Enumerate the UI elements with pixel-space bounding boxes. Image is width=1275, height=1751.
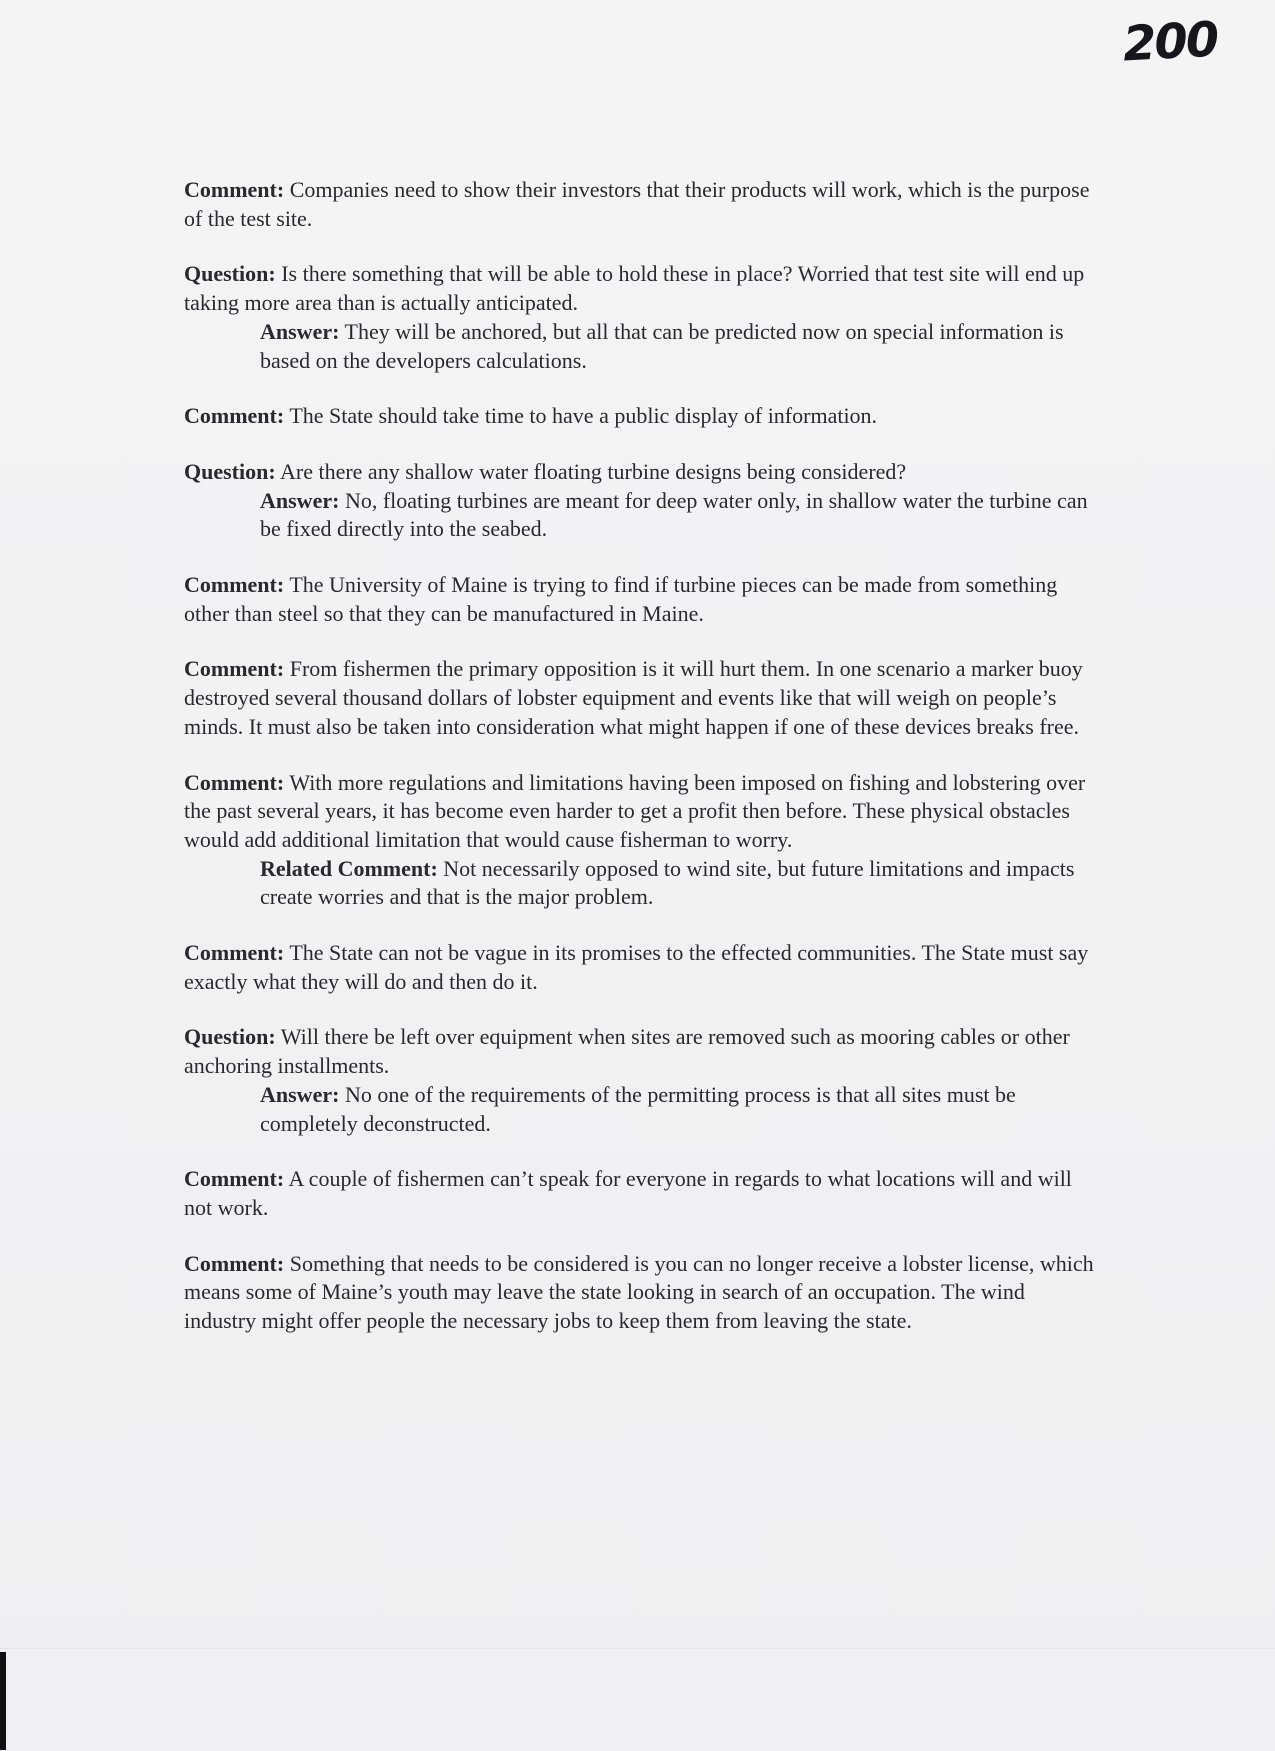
related-comment-text [260,855,1094,912]
entry-text [184,1250,1094,1336]
entry-text [184,1165,1094,1222]
entry-label: Comment: [184,769,285,795]
entry-body: The State can not be vague in its promises to the effected communities. The State must say exactly what they will do and then do it. [184,940,1089,994]
entry-body: Are there any shallow water floating turbine designs being considered? [279,458,907,484]
entry-label: Comment: [184,1166,285,1192]
entry-body: The University of Maine is trying to find if turbine pieces can be made from something other than steel so that they can be manufactured in Maine. [184,572,1058,626]
entry-label: Comment: [184,403,285,429]
entry-label: Comment: [184,940,285,966]
scan-bottom-band [0,1648,1275,1751]
meeting-notes [184,176,1094,1363]
entry-text [184,769,1094,855]
answer-body: No one of the requirements of the permitting process is that all sites must be completely deconstructed. [260,1081,1016,1136]
answer-label: Answer: [260,487,340,513]
entry-text [184,571,1094,628]
comment-entry [184,1250,1094,1336]
entry-text [184,260,1094,317]
entry-body: The State should take time to have a public display of information. [289,403,878,429]
answer-text [260,318,1094,375]
comment-entry [184,769,1094,913]
scan-edge-mark [0,1652,6,1750]
entry-text [184,1023,1094,1080]
related-comment-body: Not necessarily opposed to wind site, but future limitations and impacts create worries and that is the major problem. [260,855,1075,910]
entry-label: Question: [184,261,276,287]
handwritten-page-number: 200 [1121,11,1219,73]
entry-text [184,458,1094,487]
comment-entry [184,571,1094,628]
answer-label: Answer: [260,318,340,344]
entry-body: A couple of fishermen can’t speak for everyone in regards to what locations will and will not work. [184,1166,1072,1220]
comment-entry [184,402,1094,431]
question-entry [184,1023,1094,1138]
entry-body: Something that needs to be considered is you can no longer receive a lobster license, which means some of Maine’s youth may leave the state looking in search of an occupation. The wind industry might offer people the necessary jobs to keep them from leaving the state. [184,1250,1094,1334]
entry-body: With more regulations and limitations having been imposed on fishing and lobstering over the past several years, it has become even harder to get a profit then before. These physical obstacles would add additional limitation that would cause fisherman to worry. [184,769,1086,852]
entry-body: Companies need to show their investors that their products will work, which is the purpose of the test site. [184,177,1090,231]
comment-entry [184,655,1094,741]
answer-label: Answer: [260,1081,340,1107]
related-comment-label: Related Comment: [260,855,438,881]
answer-body: They will be anchored, but all that can be predicted now on special information is based on the developers calculations. [260,318,1064,373]
comment-entry [184,1165,1094,1222]
answer-body: No, floating turbines are meant for deep water only, in shallow water the turbine can be fixed directly into the seabed. [260,487,1088,542]
entry-label: Comment: [184,177,285,202]
entry-body: From fishermen the primary opposition is it will hurt them. In one scenario a marker buoy destroyed several thousand dollars of lobster equipment and events like that will weigh on people’s minds. It must also be taken into consideration what might happen if one of these devices breaks free. [184,656,1083,739]
entry-label: Comment: [184,656,285,682]
entry-body: Will there be left over equipment when sites are removed such as mooring cables or other anchoring installments. [184,1024,1070,1079]
entry-text [184,655,1094,741]
entry-text [184,176,1094,233]
question-entry [184,260,1094,375]
answer-text [260,1081,1094,1138]
comment-entry [184,176,1094,233]
entry-text [184,939,1094,996]
entry-label: Comment: [184,572,285,598]
comment-entry [184,939,1094,996]
entry-label: Question: [184,1024,276,1050]
question-entry [184,458,1094,544]
entry-label: Question: [184,458,276,484]
entry-label: Comment: [184,1250,285,1276]
entry-body: Is there something that will be able to hold these in place? Worried that test site will end up taking more area than is actually anticipated. [184,261,1085,316]
entry-text [184,402,1094,431]
answer-text [260,487,1094,544]
